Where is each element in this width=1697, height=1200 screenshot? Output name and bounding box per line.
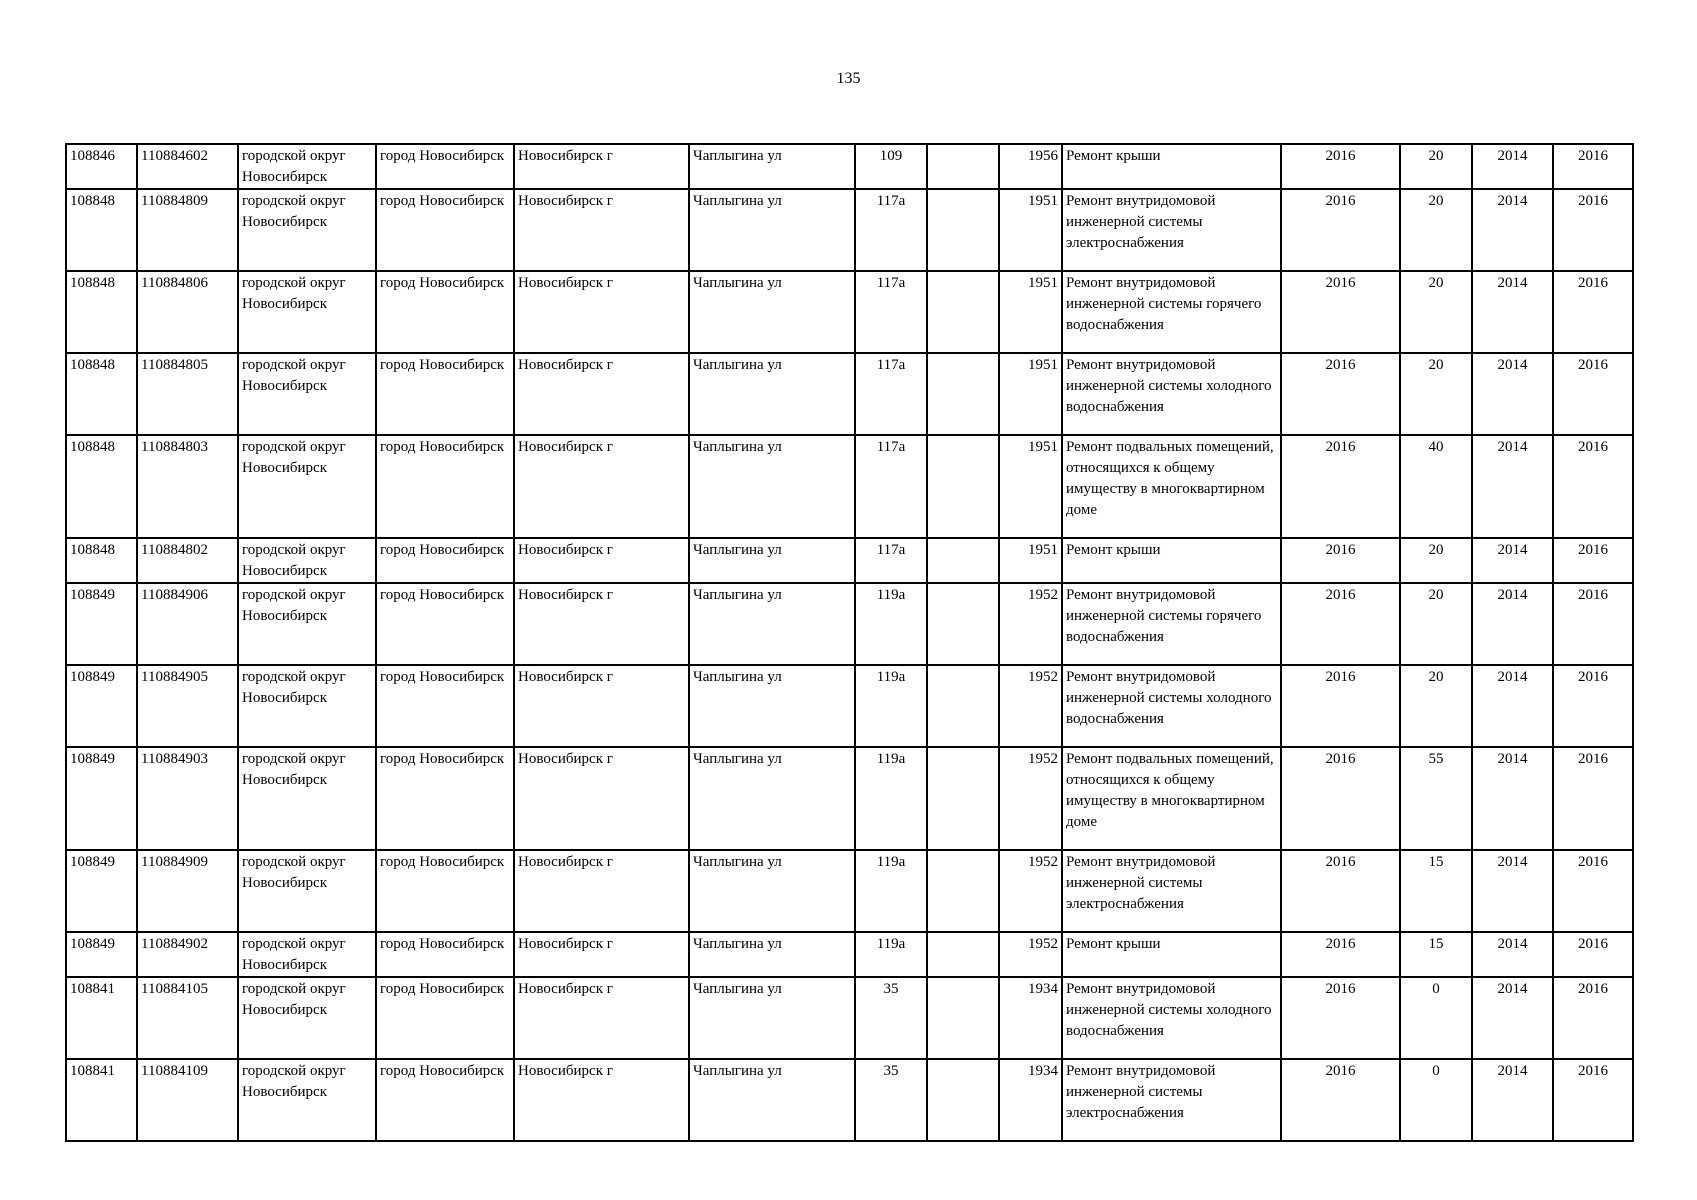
municipality-cell: город Новосибирск: [376, 665, 514, 747]
empty-cell: [927, 435, 999, 538]
district-cell: городской округ Новосибирск: [238, 583, 376, 665]
municipality-cell: город Новосибирск: [376, 850, 514, 932]
house-number-cell: 119а: [855, 665, 927, 747]
year-from-cell: 2014: [1472, 747, 1553, 850]
municipality-cell: город Новосибирск: [376, 271, 514, 353]
value-cell: 20: [1400, 538, 1472, 583]
value-cell: 0: [1400, 1059, 1472, 1141]
street-cell: Чаплыгина ул: [689, 435, 855, 538]
house-number-cell: 117а: [855, 538, 927, 583]
year-built-cell: 1952: [999, 665, 1062, 747]
district-cell: городской округ Новосибирск: [238, 189, 376, 271]
table-row: [66, 1059, 1633, 1141]
record-code-cell: 110884902: [137, 932, 238, 977]
value-cell: 20: [1400, 583, 1472, 665]
year-built-cell: 1934: [999, 1059, 1062, 1141]
work-type-cell: Ремонт внутридомовой инженерной системы холодного водоснабжения: [1062, 977, 1281, 1059]
plan-year-cell: 2016: [1281, 747, 1400, 850]
record-code-cell: 110884809: [137, 189, 238, 271]
street-cell: Чаплыгина ул: [689, 850, 855, 932]
year-from-cell: 2014: [1472, 435, 1553, 538]
municipality-cell: город Новосибирск: [376, 144, 514, 189]
plan-year-cell: 2016: [1281, 1059, 1400, 1141]
city-cell: Новосибирск г: [514, 435, 689, 538]
table-row: [66, 189, 1633, 271]
municipality-cell: город Новосибирск: [376, 353, 514, 435]
year-from-cell: 2014: [1472, 189, 1553, 271]
house-number-cell: 117а: [855, 271, 927, 353]
district-cell: городской округ Новосибирск: [238, 665, 376, 747]
house-number-cell: 119а: [855, 932, 927, 977]
work-type-cell: Ремонт внутридомовой инженерной системы горячего водоснабжения: [1062, 583, 1281, 665]
work-type-cell: Ремонт крыши: [1062, 144, 1281, 189]
year-to-cell: 2016: [1553, 435, 1633, 538]
year-from-cell: 2014: [1472, 977, 1553, 1059]
district-cell: городской округ Новосибирск: [238, 850, 376, 932]
plan-year-cell: 2016: [1281, 144, 1400, 189]
street-cell: Чаплыгина ул: [689, 747, 855, 850]
city-cell: Новосибирск г: [514, 1059, 689, 1141]
year-built-cell: 1951: [999, 271, 1062, 353]
value-cell: 0: [1400, 977, 1472, 1059]
street-cell: Чаплыгина ул: [689, 932, 855, 977]
street-cell: Чаплыгина ул: [689, 977, 855, 1059]
table-row: [66, 932, 1633, 977]
house-number-cell: 119а: [855, 850, 927, 932]
city-cell: Новосибирск г: [514, 144, 689, 189]
plan-year-cell: 2016: [1281, 932, 1400, 977]
work-type-cell: Ремонт внутридомовой инженерной системы холодного водоснабжения: [1062, 353, 1281, 435]
house-id-cell: 108849: [66, 850, 137, 932]
table-row: [66, 850, 1633, 932]
record-code-cell: 110884806: [137, 271, 238, 353]
city-cell: Новосибирск г: [514, 583, 689, 665]
empty-cell: [927, 538, 999, 583]
municipality-cell: город Новосибирск: [376, 538, 514, 583]
district-cell: городской округ Новосибирск: [238, 435, 376, 538]
record-code-cell: 110884803: [137, 435, 238, 538]
year-from-cell: 2014: [1472, 665, 1553, 747]
district-cell: городской округ Новосибирск: [238, 932, 376, 977]
empty-cell: [927, 1059, 999, 1141]
empty-cell: [927, 747, 999, 850]
value-cell: 15: [1400, 850, 1472, 932]
year-to-cell: 2016: [1553, 583, 1633, 665]
house-number-cell: 35: [855, 1059, 927, 1141]
table-row: [66, 353, 1633, 435]
work-type-cell: Ремонт внутридомовой инженерной системы электроснабжения: [1062, 1059, 1281, 1141]
plan-year-cell: 2016: [1281, 583, 1400, 665]
plan-year-cell: 2016: [1281, 850, 1400, 932]
table-row: [66, 144, 1633, 189]
year-built-cell: 1951: [999, 189, 1062, 271]
empty-cell: [927, 977, 999, 1059]
registry-table: [65, 143, 1634, 1142]
year-built-cell: 1952: [999, 850, 1062, 932]
house-number-cell: 119а: [855, 747, 927, 850]
city-cell: Новосибирск г: [514, 977, 689, 1059]
year-built-cell: 1951: [999, 435, 1062, 538]
plan-year-cell: 2016: [1281, 665, 1400, 747]
city-cell: Новосибирск г: [514, 665, 689, 747]
plan-year-cell: 2016: [1281, 435, 1400, 538]
value-cell: 20: [1400, 665, 1472, 747]
work-type-cell: Ремонт внутридомовой инженерной системы электроснабжения: [1062, 189, 1281, 271]
house-id-cell: 108849: [66, 747, 137, 850]
year-to-cell: 2016: [1553, 538, 1633, 583]
plan-year-cell: 2016: [1281, 977, 1400, 1059]
table-body: [66, 144, 1633, 1141]
house-number-cell: 117а: [855, 189, 927, 271]
house-id-cell: 108841: [66, 977, 137, 1059]
value-cell: 20: [1400, 271, 1472, 353]
district-cell: городской округ Новосибирск: [238, 271, 376, 353]
street-cell: Чаплыгина ул: [689, 583, 855, 665]
record-code-cell: 110884906: [137, 583, 238, 665]
house-id-cell: 108848: [66, 435, 137, 538]
record-code-cell: 110884109: [137, 1059, 238, 1141]
year-built-cell: 1951: [999, 538, 1062, 583]
municipality-cell: город Новосибирск: [376, 747, 514, 850]
city-cell: Новосибирск г: [514, 353, 689, 435]
house-id-cell: 108841: [66, 1059, 137, 1141]
table-row: [66, 747, 1633, 850]
table-row: [66, 583, 1633, 665]
table-row: [66, 271, 1633, 353]
value-cell: 40: [1400, 435, 1472, 538]
table-row: [66, 665, 1633, 747]
city-cell: Новосибирск г: [514, 747, 689, 850]
district-cell: городской округ Новосибирск: [238, 353, 376, 435]
municipality-cell: город Новосибирск: [376, 583, 514, 665]
record-code-cell: 110884105: [137, 977, 238, 1059]
street-cell: Чаплыгина ул: [689, 665, 855, 747]
year-to-cell: 2016: [1553, 1059, 1633, 1141]
year-from-cell: 2014: [1472, 850, 1553, 932]
table-row: [66, 977, 1633, 1059]
street-cell: Чаплыгина ул: [689, 144, 855, 189]
house-number-cell: 119а: [855, 583, 927, 665]
house-id-cell: 108848: [66, 353, 137, 435]
year-built-cell: 1952: [999, 747, 1062, 850]
work-type-cell: Ремонт подвальных помещений, относящихся к общему имуществу в многоквартирном доме: [1062, 435, 1281, 538]
year-to-cell: 2016: [1553, 353, 1633, 435]
year-to-cell: 2016: [1553, 850, 1633, 932]
value-cell: 20: [1400, 189, 1472, 271]
year-built-cell: 1952: [999, 932, 1062, 977]
municipality-cell: город Новосибирск: [376, 1059, 514, 1141]
plan-year-cell: 2016: [1281, 189, 1400, 271]
municipality-cell: город Новосибирск: [376, 977, 514, 1059]
municipality-cell: город Новосибирск: [376, 932, 514, 977]
record-code-cell: 110884905: [137, 665, 238, 747]
year-built-cell: 1956: [999, 144, 1062, 189]
record-code-cell: 110884602: [137, 144, 238, 189]
year-to-cell: 2016: [1553, 977, 1633, 1059]
district-cell: городской округ Новосибирск: [238, 144, 376, 189]
value-cell: 15: [1400, 932, 1472, 977]
house-id-cell: 108849: [66, 665, 137, 747]
work-type-cell: Ремонт подвальных помещений, относящихся к общему имуществу в многоквартирном доме: [1062, 747, 1281, 850]
empty-cell: [927, 850, 999, 932]
year-from-cell: 2014: [1472, 271, 1553, 353]
house-id-cell: 108848: [66, 538, 137, 583]
empty-cell: [927, 583, 999, 665]
year-from-cell: 2014: [1472, 583, 1553, 665]
year-from-cell: 2014: [1472, 144, 1553, 189]
district-cell: городской округ Новосибирск: [238, 1059, 376, 1141]
work-type-cell: Ремонт внутридомовой инженерной системы холодного водоснабжения: [1062, 665, 1281, 747]
city-cell: Новосибирск г: [514, 850, 689, 932]
district-cell: городской округ Новосибирск: [238, 977, 376, 1059]
district-cell: городской округ Новосибирск: [238, 747, 376, 850]
house-number-cell: 35: [855, 977, 927, 1059]
year-built-cell: 1934: [999, 977, 1062, 1059]
year-to-cell: 2016: [1553, 144, 1633, 189]
empty-cell: [927, 189, 999, 271]
house-id-cell: 108848: [66, 271, 137, 353]
empty-cell: [927, 665, 999, 747]
plan-year-cell: 2016: [1281, 538, 1400, 583]
record-code-cell: 110884805: [137, 353, 238, 435]
house-id-cell: 108848: [66, 189, 137, 271]
house-id-cell: 108846: [66, 144, 137, 189]
value-cell: 20: [1400, 353, 1472, 435]
street-cell: Чаплыгина ул: [689, 1059, 855, 1141]
work-type-cell: Ремонт крыши: [1062, 932, 1281, 977]
house-id-cell: 108849: [66, 932, 137, 977]
year-to-cell: 2016: [1553, 932, 1633, 977]
record-code-cell: 110884903: [137, 747, 238, 850]
record-code-cell: 110884802: [137, 538, 238, 583]
table-row: [66, 435, 1633, 538]
year-from-cell: 2014: [1472, 538, 1553, 583]
street-cell: Чаплыгина ул: [689, 538, 855, 583]
empty-cell: [927, 353, 999, 435]
year-to-cell: 2016: [1553, 189, 1633, 271]
house-number-cell: 117а: [855, 353, 927, 435]
house-number-cell: 109: [855, 144, 927, 189]
value-cell: 55: [1400, 747, 1472, 850]
empty-cell: [927, 271, 999, 353]
value-cell: 20: [1400, 144, 1472, 189]
city-cell: Новосибирск г: [514, 932, 689, 977]
house-number-cell: 117а: [855, 435, 927, 538]
plan-year-cell: 2016: [1281, 353, 1400, 435]
empty-cell: [927, 144, 999, 189]
work-type-cell: Ремонт крыши: [1062, 538, 1281, 583]
district-cell: городской округ Новосибирск: [238, 538, 376, 583]
house-id-cell: 108849: [66, 583, 137, 665]
year-from-cell: 2014: [1472, 1059, 1553, 1141]
year-built-cell: 1951: [999, 353, 1062, 435]
year-to-cell: 2016: [1553, 271, 1633, 353]
street-cell: Чаплыгина ул: [689, 271, 855, 353]
plan-year-cell: 2016: [1281, 271, 1400, 353]
record-code-cell: 110884909: [137, 850, 238, 932]
work-type-cell: Ремонт внутридомовой инженерной системы горячего водоснабжения: [1062, 271, 1281, 353]
year-to-cell: 2016: [1553, 747, 1633, 850]
city-cell: Новосибирск г: [514, 189, 689, 271]
year-from-cell: 2014: [1472, 353, 1553, 435]
street-cell: Чаплыгина ул: [689, 353, 855, 435]
street-cell: Чаплыгина ул: [689, 189, 855, 271]
work-type-cell: Ремонт внутридомовой инженерной системы электроснабжения: [1062, 850, 1281, 932]
empty-cell: [927, 932, 999, 977]
page-number: 135: [836, 70, 861, 87]
year-to-cell: 2016: [1553, 665, 1633, 747]
city-cell: Новосибирск г: [514, 538, 689, 583]
city-cell: Новосибирск г: [514, 271, 689, 353]
table-row: [66, 538, 1633, 583]
year-built-cell: 1952: [999, 583, 1062, 665]
year-from-cell: 2014: [1472, 932, 1553, 977]
municipality-cell: город Новосибирск: [376, 435, 514, 538]
municipality-cell: город Новосибирск: [376, 189, 514, 271]
